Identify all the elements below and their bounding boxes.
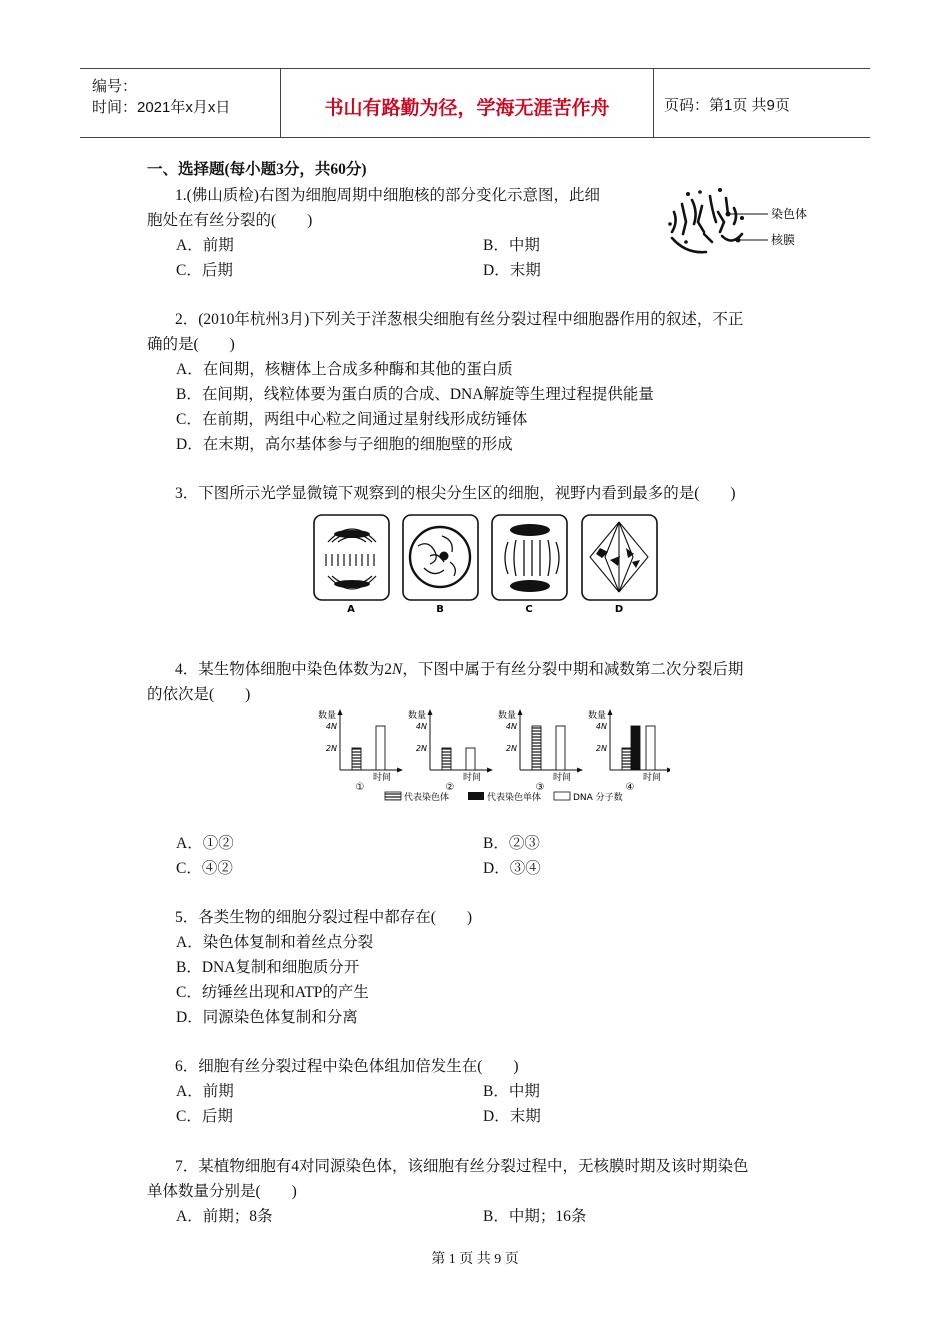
chart-bar bbox=[352, 748, 361, 770]
section-title: 一、选择题(每小题3分，共60分) bbox=[147, 161, 367, 178]
chart-title: ③ bbox=[535, 782, 545, 793]
q1-option-a: A．前期 bbox=[176, 237, 234, 254]
chart-bar bbox=[622, 748, 631, 770]
cell-b-nucleolus bbox=[440, 552, 449, 561]
q1-stem-line2: 胞处在有丝分裂的( ) bbox=[147, 212, 313, 229]
nucleus-sketch bbox=[672, 196, 742, 252]
cell-label-b: B bbox=[436, 604, 444, 615]
legend-chromatid: 代表染色单体 bbox=[487, 793, 542, 803]
q7-stem-line1: 7．某植物细胞有4对同源染色体，该细胞有丝分裂过程中，无核膜时期及该时期染色 bbox=[175, 1158, 749, 1175]
document-header bbox=[80, 68, 870, 138]
cell-label-a: A bbox=[347, 604, 355, 615]
chart-tick-4n: 4N bbox=[325, 722, 337, 731]
cell-b bbox=[403, 515, 478, 615]
chart-x-label: 时间 bbox=[372, 773, 392, 783]
q4-bar-charts bbox=[310, 706, 670, 806]
chart-title: ④ bbox=[625, 782, 635, 793]
q1-option-d: D．末期 bbox=[483, 262, 541, 279]
chart-bar bbox=[466, 748, 475, 770]
chart-x-label: 时间 bbox=[642, 773, 662, 783]
cell-a-spindle bbox=[326, 529, 376, 589]
q1-stem-line1: 1.(佛山质检)右图为细胞周期中细胞核的部分变化示意图，此细 bbox=[175, 187, 600, 204]
date-label: 时间：2021年x月x日 bbox=[92, 99, 231, 116]
legend-dna: DNA 分子数 bbox=[573, 793, 623, 803]
chart-y-arrow bbox=[608, 709, 613, 715]
q7-option-b: B．中期；16条 bbox=[483, 1208, 587, 1225]
q5-option-c: C．纺锤丝出现和ATP的产生 bbox=[176, 984, 369, 1001]
q5-option-d: D．同源染色体复制和分离 bbox=[176, 1009, 358, 1026]
header-page-cell bbox=[654, 69, 870, 137]
cell-b-chromatin bbox=[418, 536, 455, 576]
q1-nucleus-figure bbox=[664, 184, 814, 260]
q6-option-d: D．末期 bbox=[483, 1108, 541, 1125]
q4-option-c: C．④② bbox=[176, 860, 233, 877]
header-meta-cell bbox=[80, 69, 281, 137]
page-info: 页码：第1页 共9页 bbox=[664, 97, 790, 114]
chart-x-label: 时间 bbox=[552, 773, 572, 783]
chart-y-label: 数量 bbox=[318, 711, 337, 721]
chart-bar bbox=[442, 748, 451, 770]
q2-option-d: D．在末期，高尔基体参与子细胞的细胞壁的形成 bbox=[176, 436, 513, 453]
q2-stem-line2: 确的是( ) bbox=[147, 336, 235, 353]
cell-d-chromosomes bbox=[596, 548, 640, 568]
cell-c bbox=[492, 515, 567, 615]
chart-bar bbox=[376, 726, 385, 770]
header-motto-cell bbox=[281, 69, 654, 137]
q7-stem-line2: 单体数量分别是( ) bbox=[147, 1183, 297, 1200]
chart-tick-2n: 2N bbox=[325, 744, 337, 753]
chart-y-label: 数量 bbox=[588, 711, 607, 721]
q1-option-b: B．中期 bbox=[483, 237, 540, 254]
q7-option-a: A．前期；8条 bbox=[176, 1208, 273, 1225]
chart-tick-4n: 4N bbox=[505, 722, 517, 731]
chart-x-arrow bbox=[577, 768, 583, 773]
q3-stem-line1: 3．下图所示光学显微镜下观察到的根尖分生区的细胞，视野内看到最多的是( ) bbox=[175, 485, 736, 502]
chart-y-label: 数量 bbox=[498, 711, 517, 721]
q2-stem-line1: 2．(2010年杭州3月)下列关于洋葱根尖细胞有丝分裂过程中细胞器作用的叙述，不正 bbox=[175, 311, 744, 328]
label-chromosome: 染色体 bbox=[771, 207, 808, 221]
q4-option-a: A．①② bbox=[176, 835, 234, 852]
chart-tick-2n: 2N bbox=[505, 744, 517, 753]
q6-option-b: B．中期 bbox=[483, 1083, 540, 1100]
page-footer: 第 1 页 共 9 页 bbox=[431, 1252, 519, 1267]
q2-option-a: A．在间期，核糖体上合成多种酶和其他的蛋白质 bbox=[176, 361, 513, 378]
chart-x-arrow bbox=[487, 768, 493, 773]
cell-a bbox=[314, 515, 389, 615]
q5-stem-line1: 5．各类生物的细胞分裂过程中都存在( ) bbox=[175, 909, 473, 926]
chart-y-arrow bbox=[338, 709, 343, 715]
cell-d bbox=[582, 515, 657, 615]
legend bbox=[385, 791, 623, 803]
chart-x-label: 时间 bbox=[462, 773, 482, 783]
label-dot-chromosome bbox=[726, 212, 731, 217]
chart-tick-2n: 2N bbox=[415, 744, 427, 753]
chart-y-label: 数量 bbox=[408, 711, 427, 721]
q4-stem-pre: 4．某生物体细胞中染色体数为2 bbox=[175, 661, 393, 678]
cell-a-chromosomes bbox=[334, 530, 370, 588]
q6-stem-line1: 6．细胞有丝分裂过程中染色体组加倍发生在( ) bbox=[175, 1058, 519, 1075]
legend-swatch-chromatid bbox=[468, 792, 484, 800]
q5-option-a: A．染色体复制和着丝点分裂 bbox=[176, 934, 374, 951]
label-nuclear-membrane: 核膜 bbox=[771, 233, 796, 247]
motto: 书山有路勤为径，学海无涯苦作舟 bbox=[324, 97, 610, 119]
legend-swatch-chromosome bbox=[385, 792, 401, 800]
chart-bar bbox=[646, 726, 655, 770]
chart-title: ② bbox=[445, 782, 455, 793]
q2-option-c: C．在前期，两组中心粒之间通过星射线形成纺锤体 bbox=[176, 411, 528, 428]
q4-stem-post: ，下图中属于有丝分裂中期和减数第二次分裂后期 bbox=[402, 661, 744, 678]
q5-option-b: B．DNA复制和细胞质分开 bbox=[176, 959, 360, 976]
cell-c-chromosomes bbox=[510, 524, 550, 592]
chart-bar bbox=[556, 726, 565, 770]
chart-tick-4n: 4N bbox=[595, 722, 607, 731]
chart-y-arrow bbox=[428, 709, 433, 715]
q4-stem-line2: 的依次是( ) bbox=[147, 686, 251, 703]
chart-bar bbox=[532, 726, 541, 770]
q4-option-d: D．③④ bbox=[483, 860, 541, 877]
chart-bar bbox=[631, 726, 640, 770]
q4-stem-n: N bbox=[392, 661, 403, 678]
label-dot-membrane bbox=[736, 238, 741, 243]
q1-option-c: C．后期 bbox=[176, 262, 233, 279]
chart-tick-4n: 4N bbox=[415, 722, 427, 731]
cell-label-c: C bbox=[525, 604, 533, 615]
q3-cells-figure bbox=[310, 512, 665, 618]
q6-option-a: A．前期 bbox=[176, 1083, 234, 1100]
number-label: 编号： bbox=[92, 78, 138, 95]
cell-label-d: D bbox=[614, 604, 624, 615]
q4-option-b: B．②③ bbox=[483, 835, 540, 852]
chart-title: ① bbox=[355, 782, 365, 793]
q4-stem-line1 bbox=[175, 660, 743, 680]
q6-option-c: C．后期 bbox=[176, 1108, 233, 1125]
legend-swatch-dna bbox=[554, 792, 570, 800]
cell-c-spindle bbox=[505, 540, 559, 576]
q2-option-b: B．在间期，线粒体要为蛋白质的合成、DNA解旋等生理过程提供能量 bbox=[176, 386, 654, 403]
chart-x-arrow bbox=[397, 768, 403, 773]
chart-tick-2n: 2N bbox=[595, 744, 607, 753]
chart-x-arrow bbox=[667, 768, 670, 773]
chart-y-arrow bbox=[518, 709, 523, 715]
legend-chromosome: 代表染色体 bbox=[404, 793, 450, 803]
